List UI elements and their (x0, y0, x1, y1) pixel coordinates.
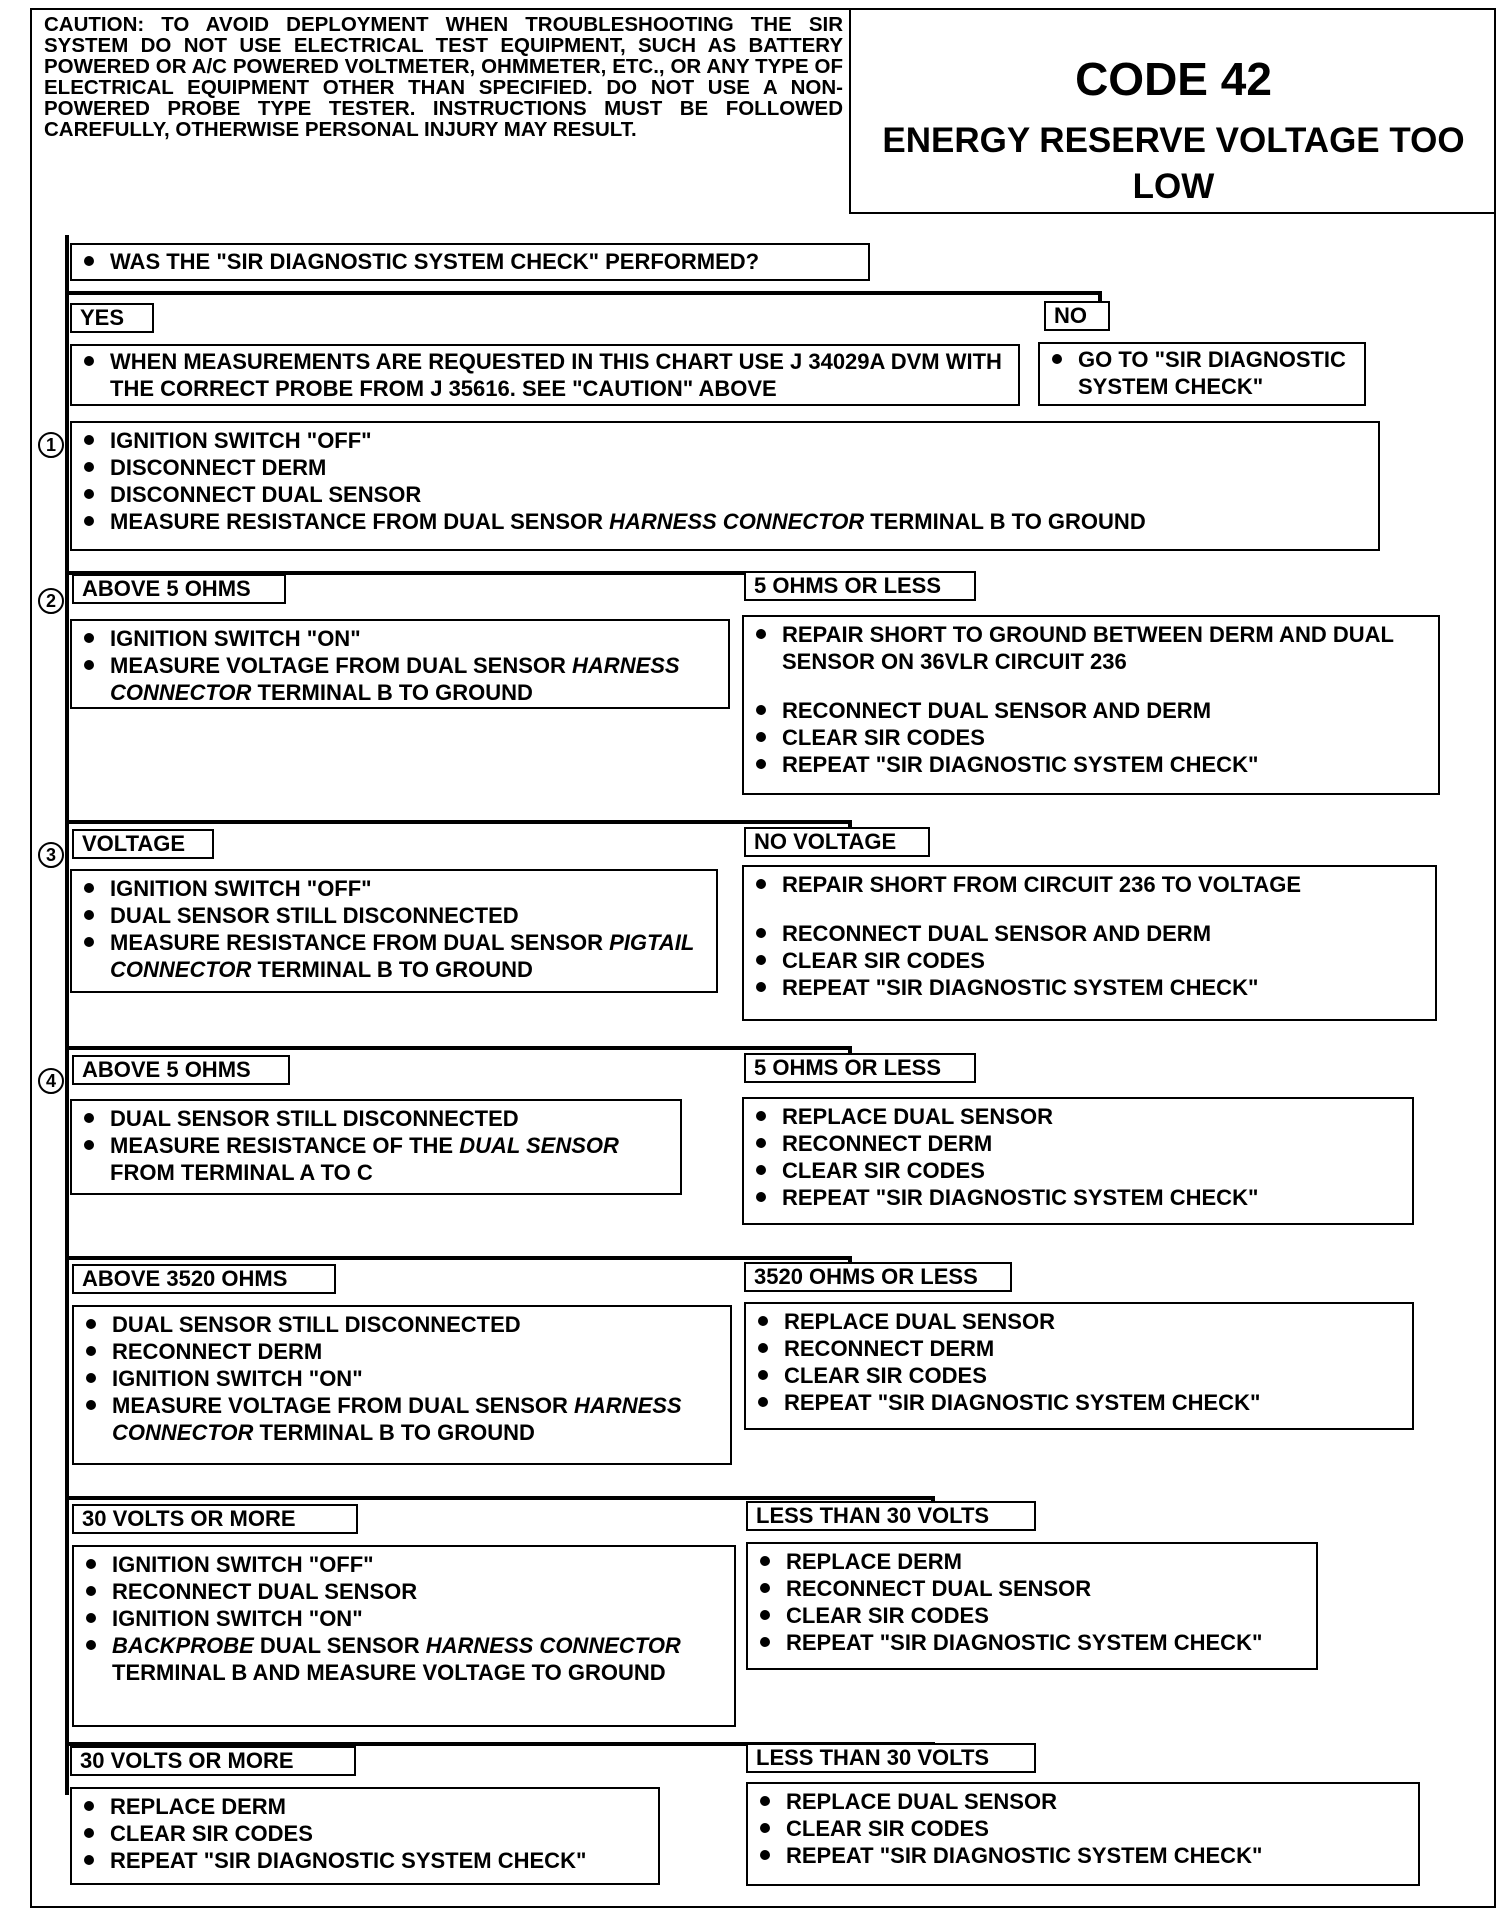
item-text: RECONNECT DUAL SENSOR AND DERM (782, 698, 1212, 723)
item-text: MEASURE RESISTANCE FROM DUAL SENSOR (110, 930, 610, 955)
item-text: DISCONNECT DUAL SENSOR (110, 482, 422, 507)
list-item (758, 1575, 1308, 1602)
list-item (84, 1392, 722, 1446)
item-text: REPLACE DERM (110, 1794, 287, 1819)
item-text: REPLACE DUAL SENSOR (786, 1789, 1057, 1814)
list-item (84, 1605, 726, 1632)
emphasized-text: HARNESS CONNECTOR (112, 1393, 682, 1445)
list-item (754, 724, 1430, 751)
list-item (84, 1632, 726, 1686)
start-question-box (70, 243, 870, 281)
list-item (82, 481, 1370, 508)
emphasized-text: HARNESS CONNECTOR (425, 1633, 681, 1658)
item-text: REPEAT "SIR DIAGNOSTIC SYSTEM CHECK" (786, 1630, 1263, 1655)
item-text: RECONNECT DUAL SENSOR AND DERM (782, 921, 1212, 946)
item-text: TERMINAL B AND MEASURE VOLTAGE TO GROUND (112, 1660, 666, 1685)
list-item (84, 1365, 722, 1392)
emphasized-text: PIGTAIL CONNECTOR (110, 930, 694, 982)
list-item (754, 751, 1430, 778)
s6-left-box (72, 1545, 736, 1727)
s2-right-label: 5 OHMS OR LESS (744, 571, 976, 601)
item-text: IGNITION SWITCH "ON" (110, 626, 361, 651)
item-text: REPAIR SHORT TO GROUND BETWEEN DERM AND DUAL SENSOR ON 36VLR CIRCUIT 236 (782, 622, 1394, 674)
connector-line (65, 1046, 852, 1050)
s5-right-list (746, 1304, 1412, 1420)
item-text: REPEAT "SIR DIAGNOSTIC SYSTEM CHECK" (110, 1848, 587, 1873)
s5-left-label: ABOVE 3520 OHMS (72, 1264, 336, 1294)
item-text: CLEAR SIR CODES (784, 1363, 987, 1388)
step-number-3: 3 (38, 842, 64, 868)
s5-right-box (744, 1302, 1414, 1430)
emphasized-text: DUAL SENSOR (459, 1133, 619, 1158)
list-item (82, 454, 1370, 481)
list-item (82, 625, 720, 652)
s7-right-label: LESS THAN 30 VOLTS (746, 1743, 1036, 1773)
list-item (758, 1815, 1410, 1842)
step-number-2: 2 (38, 588, 64, 614)
s2-left-box (70, 619, 730, 709)
s2-left-list (72, 621, 728, 710)
step1-box (70, 421, 1380, 551)
s4-left-label: ABOVE 5 OHMS (72, 1055, 290, 1085)
yes-box (70, 344, 1020, 406)
step1-list (72, 423, 1378, 539)
item-text: REPLACE DUAL SENSOR (782, 1104, 1053, 1129)
yes-instruction: WHEN MEASUREMENTS ARE REQUESTED IN THIS CHART USE J 34029A DVM WITH THE CORRECT PROBE FROM J 35616. SEE "CAUTION" ABOVE (82, 348, 1010, 402)
s3-right-label: NO VOLTAGE (744, 827, 930, 857)
s7-left-list (72, 1789, 658, 1878)
connector-line (65, 1256, 852, 1260)
item-text: CLEAR SIR CODES (782, 948, 985, 973)
list-item (84, 1551, 726, 1578)
item-text: CLEAR SIR CODES (782, 725, 985, 750)
caution-text: CAUTION: TO AVOID DEPLOYMENT WHEN TROUBLESHOOTING THE SIR SYSTEM DO NOT USE ELECTRICAL TEST EQUIPMENT, SUCH AS BATTERY POWERED OR A/C POWERED VOLTMETER, OHMMETER, ETC., OR ANY TYPE OF ELECTRICAL EQUIPMENT OTHER THAN SPECIFIED. DO NOT USE A NON-POWERED PROBE TYPE TESTER. INSTRUCTIONS MUST BE FOLLOWED CAREFULLY, OTHERWISE PERSONAL INJURY MAY RESULT. (44, 13, 843, 141)
s7-right-list (748, 1784, 1418, 1873)
list-item (82, 1793, 650, 1820)
list-item (82, 427, 1370, 454)
item-text: REPEAT "SIR DIAGNOSTIC SYSTEM CHECK" (782, 975, 1259, 1000)
step-number-4: 4 (38, 1068, 64, 1094)
item-text: REPEAT "SIR DIAGNOSTIC SYSTEM CHECK" (782, 1185, 1259, 1210)
list-item (754, 871, 1427, 898)
list-item (82, 508, 1370, 535)
no-box (1038, 342, 1366, 406)
item-text: MEASURE RESISTANCE OF THE (110, 1133, 460, 1158)
emphasized-text: HARNESS CONNECTOR (609, 509, 865, 534)
item-text: REPEAT "SIR DIAGNOSTIC SYSTEM CHECK" (784, 1390, 1261, 1415)
list-item (754, 1130, 1404, 1157)
start-question: WAS THE "SIR DIAGNOSTIC SYSTEM CHECK" PERFORMED? (82, 248, 860, 275)
list-item (84, 1578, 726, 1605)
list-item (754, 947, 1427, 974)
title-box (849, 10, 1496, 214)
item-text: REPEAT "SIR DIAGNOSTIC SYSTEM CHECK" (782, 752, 1259, 777)
list-item (756, 1335, 1404, 1362)
s7-left-label: 30 VOLTS OR MORE (70, 1746, 356, 1776)
diagnostic-chart (30, 8, 1496, 1908)
item-text: DISCONNECT DERM (110, 455, 327, 480)
item-text: MEASURE VOLTAGE FROM DUAL SENSOR (110, 653, 573, 678)
emphasized-text: BACKPROBE (112, 1633, 254, 1658)
s4-right-label: 5 OHMS OR LESS (744, 1053, 976, 1083)
list-item (756, 1389, 1404, 1416)
list-item (758, 1788, 1410, 1815)
list-item (754, 920, 1427, 947)
item-text: IGNITION SWITCH "OFF" (110, 428, 372, 453)
s6-right-box (746, 1542, 1318, 1670)
list-item (84, 1338, 722, 1365)
item-text: REPLACE DUAL SENSOR (784, 1309, 1055, 1334)
list-item (82, 902, 708, 929)
s6-right-list (748, 1544, 1316, 1660)
item-text: RECONNECT DUAL SENSOR (786, 1576, 1092, 1601)
connector-line (65, 235, 69, 1795)
list-item (82, 1820, 650, 1847)
list-item (82, 875, 708, 902)
s5-right-label: 3520 OHMS OR LESS (744, 1262, 1012, 1292)
list-item (758, 1548, 1308, 1575)
s6-left-label: 30 VOLTS OR MORE (72, 1504, 358, 1534)
list-item (756, 1362, 1404, 1389)
list-item (82, 1132, 672, 1186)
item-text: CLEAR SIR CODES (786, 1816, 989, 1841)
item-text: RECONNECT DUAL SENSOR (112, 1579, 418, 1604)
s4-right-list (744, 1099, 1412, 1215)
connector-line (65, 820, 852, 824)
s2-left-label: ABOVE 5 OHMS (72, 574, 286, 604)
s4-left-box (70, 1099, 682, 1195)
list-item (754, 697, 1430, 724)
s3-left-label: VOLTAGE (72, 829, 214, 859)
s6-left-list (74, 1547, 734, 1690)
list-item (758, 1629, 1308, 1656)
code-subtitle: ENERGY RESERVE VOLTAGE TOO LOW (882, 121, 1465, 206)
s5-left-list (74, 1307, 730, 1450)
item-text: FROM TERMINAL A TO C (110, 1160, 373, 1185)
item-text: CLEAR SIR CODES (786, 1603, 989, 1628)
item-text: TERMINAL B TO GROUND (253, 1420, 535, 1445)
emphasized-text: HARNESS CONNECTOR (110, 653, 680, 705)
item-text: IGNITION SWITCH "OFF" (112, 1552, 374, 1577)
s2-right-list (744, 617, 1438, 782)
item-text: TERMINAL B TO GROUND (864, 509, 1146, 534)
list-item (754, 974, 1427, 1001)
list-item (758, 1602, 1308, 1629)
list-item (754, 1184, 1404, 1211)
s6-right-label: LESS THAN 30 VOLTS (746, 1501, 1036, 1531)
list-item (82, 929, 708, 983)
item-text: CLEAR SIR CODES (110, 1821, 313, 1846)
s7-left-box (70, 1787, 660, 1885)
no-label: NO (1044, 301, 1110, 331)
list-item (754, 621, 1430, 675)
item-text: IGNITION SWITCH "ON" (112, 1606, 363, 1631)
list-item (82, 1847, 650, 1874)
s2-right-box (742, 615, 1440, 795)
code-title: CODE 42 (1075, 53, 1272, 105)
item-text: MEASURE VOLTAGE FROM DUAL SENSOR (112, 1393, 575, 1418)
s3-right-list (744, 867, 1435, 1005)
list-item (758, 1842, 1410, 1869)
list-item (82, 1105, 672, 1132)
item-text: RECONNECT DERM (112, 1339, 323, 1364)
s3-right-box (742, 865, 1437, 1021)
item-text: RECONNECT DERM (782, 1131, 993, 1156)
item-text: DUAL SENSOR STILL DISCONNECTED (110, 1106, 519, 1131)
item-text: REPAIR SHORT FROM CIRCUIT 236 TO VOLTAGE (782, 872, 1302, 897)
item-text: TERMINAL B TO GROUND (251, 680, 533, 705)
item-text: IGNITION SWITCH "ON" (112, 1366, 363, 1391)
item-text: DUAL SENSOR STILL DISCONNECTED (110, 903, 519, 928)
item-text: MEASURE RESISTANCE FROM DUAL SENSOR (110, 509, 610, 534)
s4-right-box (742, 1097, 1414, 1225)
s3-left-box (70, 869, 718, 993)
list-item (754, 1103, 1404, 1130)
item-text: REPLACE DERM (786, 1549, 963, 1574)
item-text: REPEAT "SIR DIAGNOSTIC SYSTEM CHECK" (786, 1843, 1263, 1868)
item-text: DUAL SENSOR STILL DISCONNECTED (112, 1312, 521, 1337)
s5-left-box (72, 1305, 732, 1465)
step-number-1: 1 (38, 432, 64, 458)
s7-right-box (746, 1782, 1420, 1886)
item-text: RECONNECT DERM (784, 1336, 995, 1361)
list-item (754, 1157, 1404, 1184)
item-text: DUAL SENSOR (253, 1633, 426, 1658)
connector-line (65, 1496, 935, 1500)
s4-left-list (72, 1101, 680, 1190)
list-item (84, 1311, 722, 1338)
list-item (756, 1308, 1404, 1335)
yes-label: YES (70, 303, 154, 333)
item-text: IGNITION SWITCH "OFF" (110, 876, 372, 901)
connector-line (65, 291, 1102, 295)
item-text: TERMINAL B TO GROUND (251, 957, 533, 982)
s3-left-list (72, 871, 716, 987)
list-item (82, 652, 720, 706)
no-instruction: GO TO "SIR DIAGNOSTIC SYSTEM CHECK" (1050, 346, 1356, 400)
item-text: CLEAR SIR CODES (782, 1158, 985, 1183)
